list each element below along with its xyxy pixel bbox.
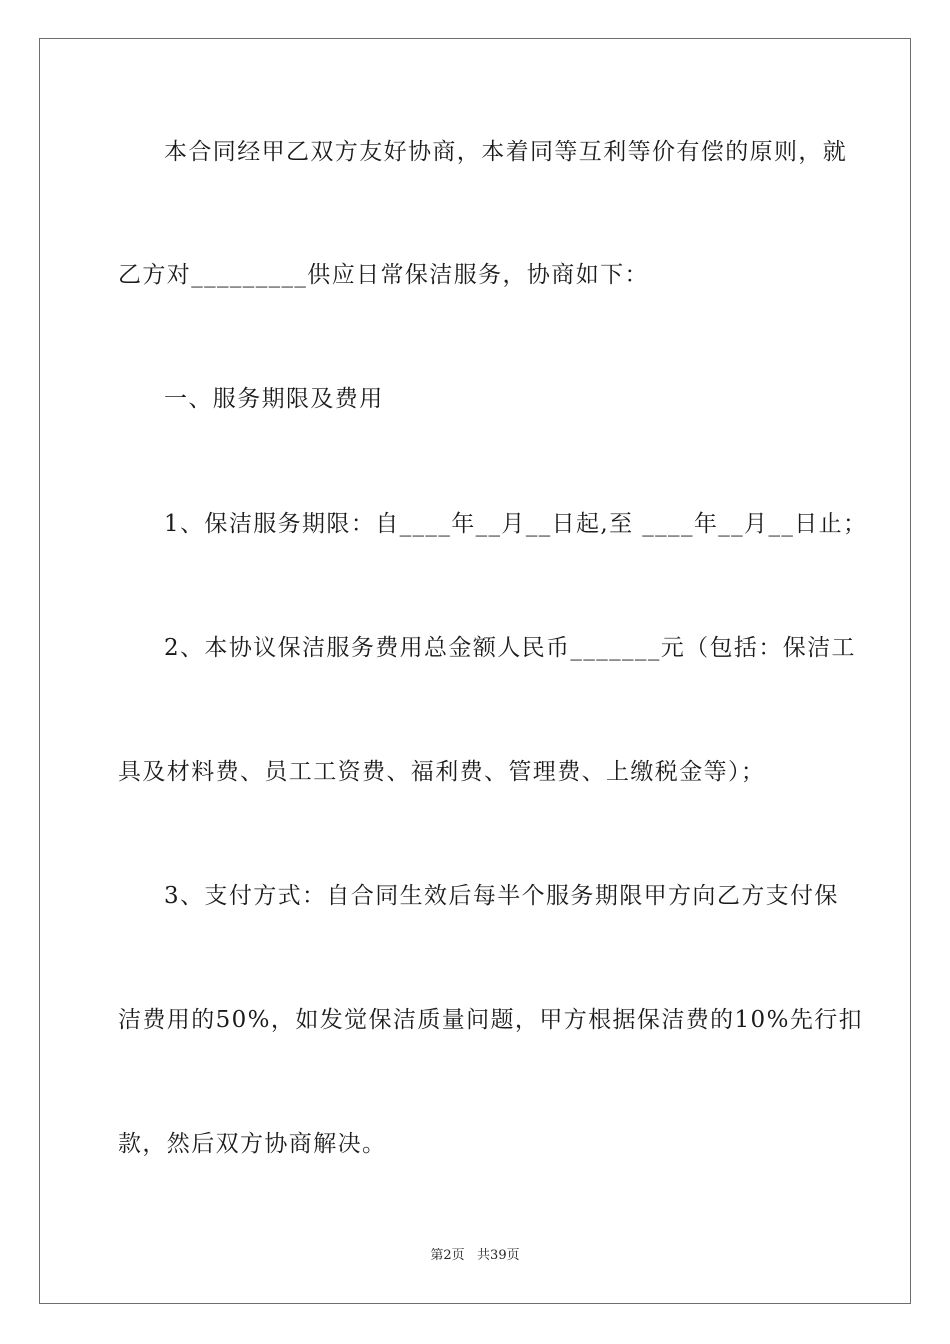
page-number-footer: 第2页 共39页 [430, 1248, 520, 1263]
paragraph-line-4: 1、保洁服务期限：自____年__月__日起,至 ____年__月__日止； [164, 511, 868, 537]
paragraph-line-6: 具及材料费、员工工资费、福利费、管理费、上缴税金等）； [118, 759, 766, 785]
section-heading-service-term: 一、服务期限及费用 [164, 386, 384, 412]
paragraph-line-7: 3、支付方式：自合同生效后每半个服务期限甲方向乙方支付保 [164, 883, 839, 909]
paragraph-line-5: 2、本协议保洁服务费用总金额人民币_______元（包括：保洁工 [164, 635, 856, 661]
paragraph-line-2: 乙方对_________供应日常保洁服务，协商如下： [118, 262, 649, 288]
paragraph-line-1: 本合同经甲乙双方友好协商，本着同等互利等价有偿的原则，就 [164, 139, 848, 165]
page-frame [39, 38, 911, 1304]
paragraph-line-9: 款，然后双方协商解决。 [118, 1131, 387, 1157]
paragraph-line-8: 洁费用的50%，如发觉保洁质量问题，甲方根据保洁费的10%先行扣 [118, 1007, 864, 1033]
